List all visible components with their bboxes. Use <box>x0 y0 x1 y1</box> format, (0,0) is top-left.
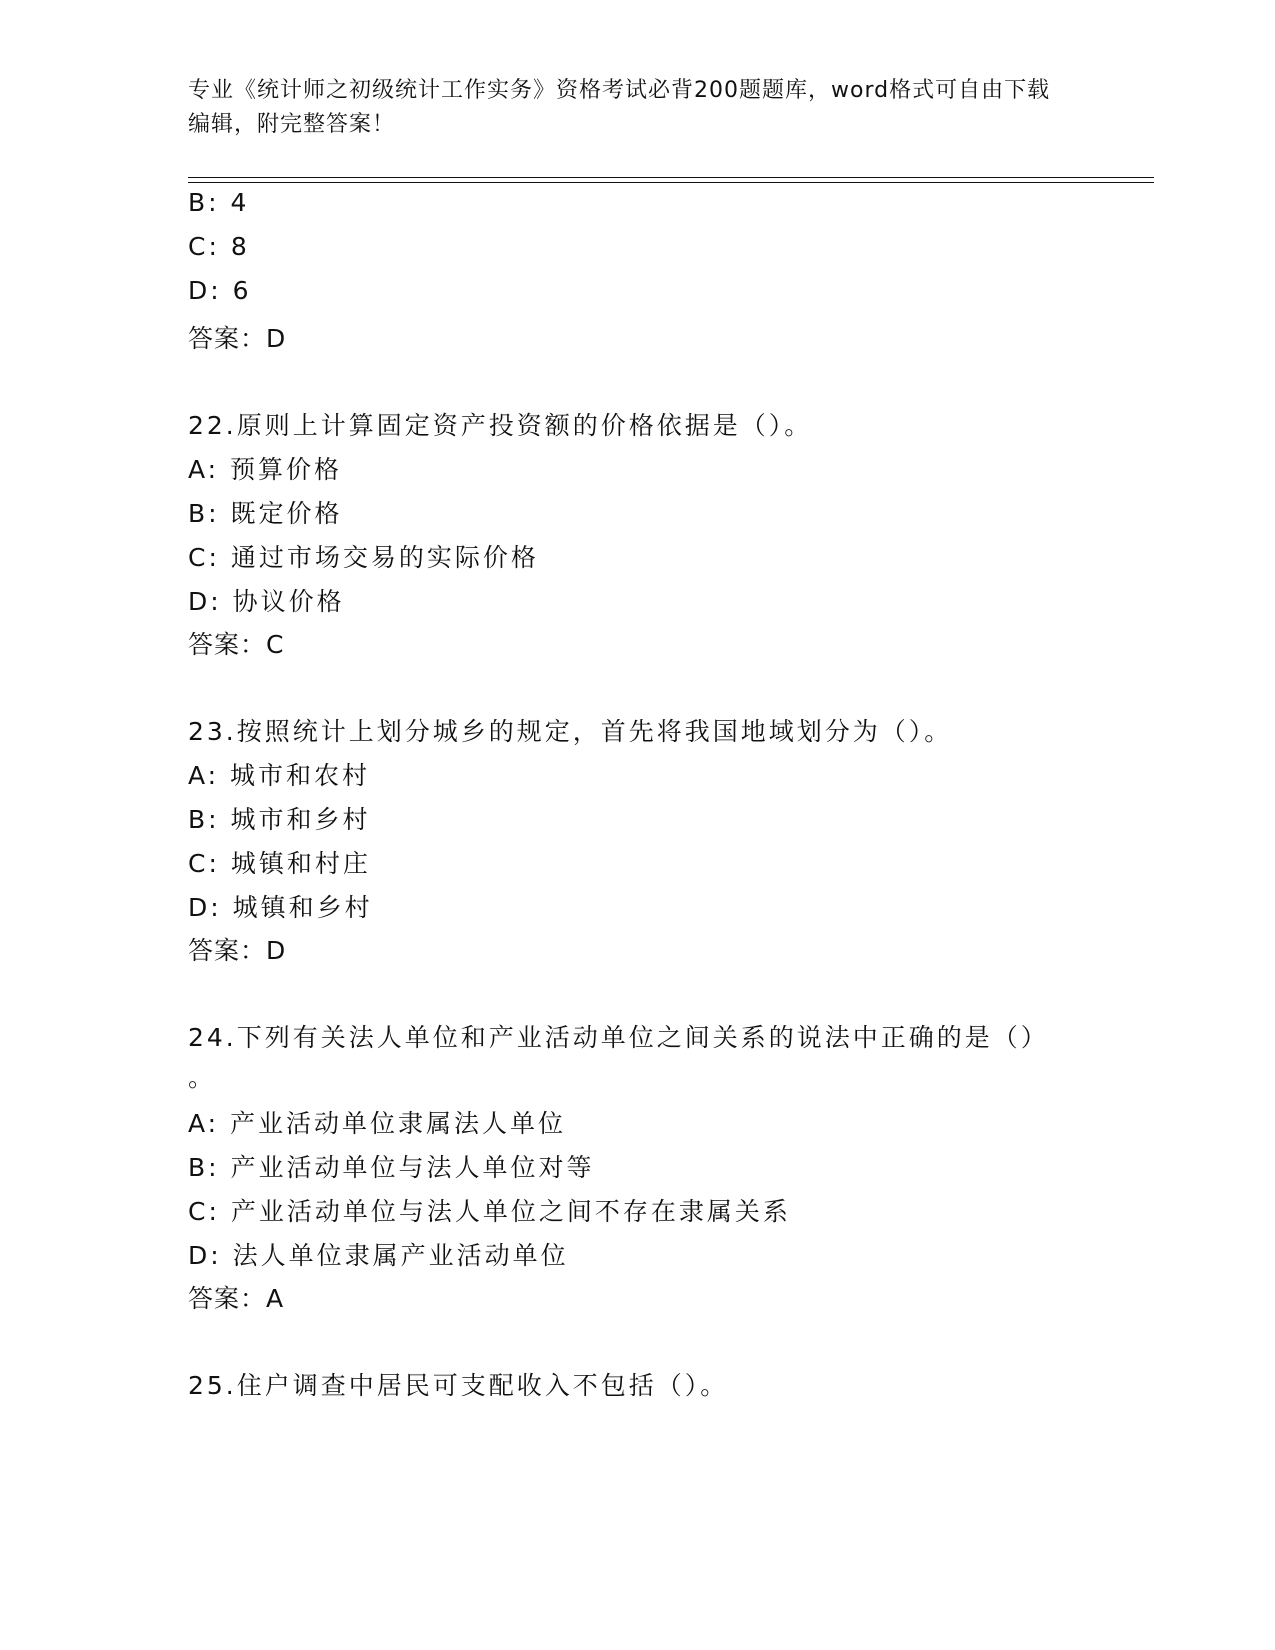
option-c: C: 城镇和村庄 <box>188 849 371 878</box>
option-c: C: 产业活动单位与法人单位之间不存在隶属关系 <box>188 1197 791 1226</box>
question-text: 25.住户调查中居民可支配收入不包括（）。 <box>188 1371 729 1400</box>
question-text: 22.原则上计算固定资产投资额的价格依据是（）。 <box>188 411 813 440</box>
question-text: 24.下列有关法人单位和产业活动单位之间关系的说法中正确的是（） <box>188 1023 1049 1052</box>
answer-label: 答案：A <box>188 1284 285 1313</box>
option-d: D: 6 <box>188 276 252 305</box>
question-text-continued: 。 <box>188 1063 217 1092</box>
option-a: A: 预算价格 <box>188 455 343 484</box>
header-divider-bottom <box>188 182 1154 183</box>
header-divider-top <box>188 177 1154 178</box>
answer-label: 答案：D <box>188 936 287 965</box>
option-d: D: 法人单位隶属产业活动单位 <box>188 1241 569 1270</box>
answer-label: 答案：C <box>188 630 285 659</box>
option-c: C: 8 <box>188 232 250 261</box>
document-header-title: 专业《统计师之初级统计工作实务》资格考试必背200题题库，word格式可自由下载编辑，附完整答案！ <box>188 78 1051 137</box>
option-b: B: 既定价格 <box>188 499 343 528</box>
option-d: D: 协议价格 <box>188 587 345 616</box>
option-b: B: 4 <box>188 188 250 217</box>
answer-label: 答案：D <box>188 324 287 353</box>
option-d: D: 城镇和乡村 <box>188 893 373 922</box>
option-a: A: 城市和农村 <box>188 761 371 790</box>
option-b: B: 城市和乡村 <box>188 805 371 834</box>
option-c: C: 通过市场交易的实际价格 <box>188 543 539 572</box>
question-text: 23.按照统计上划分城乡的规定，首先将我国地域划分为（）。 <box>188 717 953 746</box>
option-a: A: 产业活动单位隶属法人单位 <box>188 1109 567 1138</box>
option-b: B: 产业活动单位与法人单位对等 <box>188 1153 595 1182</box>
